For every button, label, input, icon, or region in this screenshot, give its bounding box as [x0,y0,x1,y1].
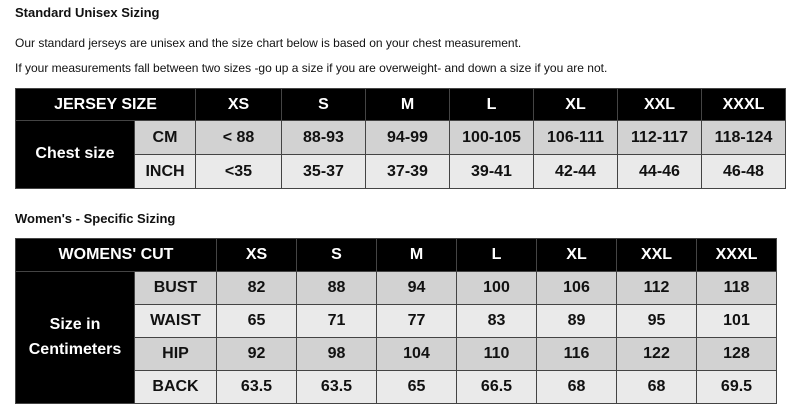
table-cell: 94 [377,272,457,305]
table-cell: 39-41 [450,155,534,189]
table-cell: 83 [457,305,537,338]
row-label-cm: CM [135,121,196,155]
table-cell: 35-37 [282,155,366,189]
table-cell: 44-46 [618,155,702,189]
womens-heading: Women's - Specific Sizing [15,211,176,226]
table-cell: 112-117 [618,121,702,155]
table-cell: 46-48 [702,155,786,189]
unisex-advice: If your measurements fall between two sizes -go up a size if you are overweight- and down a size if you are not. [15,61,608,75]
table-cell: 71 [297,305,377,338]
table-cell: 63.5 [297,371,377,404]
size-header-xxl: XXL [617,239,697,272]
table-row [16,121,786,155]
table-cell: <35 [196,155,282,189]
table-cell: 106-111 [534,121,618,155]
table-cell: 101 [697,305,777,338]
size-header-xxl: XXL [618,89,702,121]
unisex-heading: Standard Unisex Sizing [15,5,160,20]
table-cell: 94-99 [366,121,450,155]
table-cell: 42-44 [534,155,618,189]
size-in-centimeters-label [16,272,135,404]
table-cell: 122 [617,338,697,371]
table-cell: 128 [697,338,777,371]
table-cell: 65 [377,371,457,404]
womens-size-table [15,238,777,404]
size-header-xxxl: XXXL [702,89,786,121]
table-cell: 69.5 [697,371,777,404]
row-label-bust: BUST [135,272,217,305]
table-cell: 89 [537,305,617,338]
size-header-l: L [457,239,537,272]
size-header-xl: XL [537,239,617,272]
row-label-waist: WAIST [135,305,217,338]
group-label-line-2: Centimeters [28,340,122,358]
table-cell: 106 [537,272,617,305]
table-cell: < 88 [196,121,282,155]
table-cell: 66.5 [457,371,537,404]
size-header-s: S [282,89,366,121]
table-cell: 100 [457,272,537,305]
unisex-size-table [15,88,786,189]
size-header-s: S [297,239,377,272]
size-header-m: M [366,89,450,121]
table-cell: 92 [217,338,297,371]
size-header-xl: XL [534,89,618,121]
table-cell: 82 [217,272,297,305]
size-header-m: M [377,239,457,272]
table-cell: 68 [617,371,697,404]
table-cell: 68 [537,371,617,404]
table-cell: 88 [297,272,377,305]
table-cell: 77 [377,305,457,338]
table-cell: 100-105 [450,121,534,155]
row-label-back: BACK [135,371,217,404]
size-header-xxxl: XXXL [697,239,777,272]
table-cell: 63.5 [217,371,297,404]
row-label-hip: HIP [135,338,217,371]
jersey-size-title: JERSEY SIZE [16,89,196,121]
table-row [16,272,777,305]
row-label-inch: INCH [135,155,196,189]
table-cell: 88-93 [282,121,366,155]
group-label-line-1: Size in [49,315,101,333]
womens-header-row [16,239,777,272]
unisex-description: Our standard jerseys are unisex and the size chart below is based on your chest measurement. [15,36,522,50]
table-cell: 118 [697,272,777,305]
table-cell: 37-39 [366,155,450,189]
size-header-xs: XS [196,89,282,121]
table-cell: 118-124 [702,121,786,155]
chest-size-label: Chest size [16,121,135,189]
table-cell: 98 [297,338,377,371]
womens-cut-title: WOMENS' CUT [16,239,217,272]
table-cell: 65 [217,305,297,338]
table-cell: 95 [617,305,697,338]
table-cell: 116 [537,338,617,371]
table-cell: 112 [617,272,697,305]
table-cell: 110 [457,338,537,371]
unisex-header-row [16,89,786,121]
table-cell: 104 [377,338,457,371]
size-header-l: L [450,89,534,121]
size-header-xs: XS [217,239,297,272]
